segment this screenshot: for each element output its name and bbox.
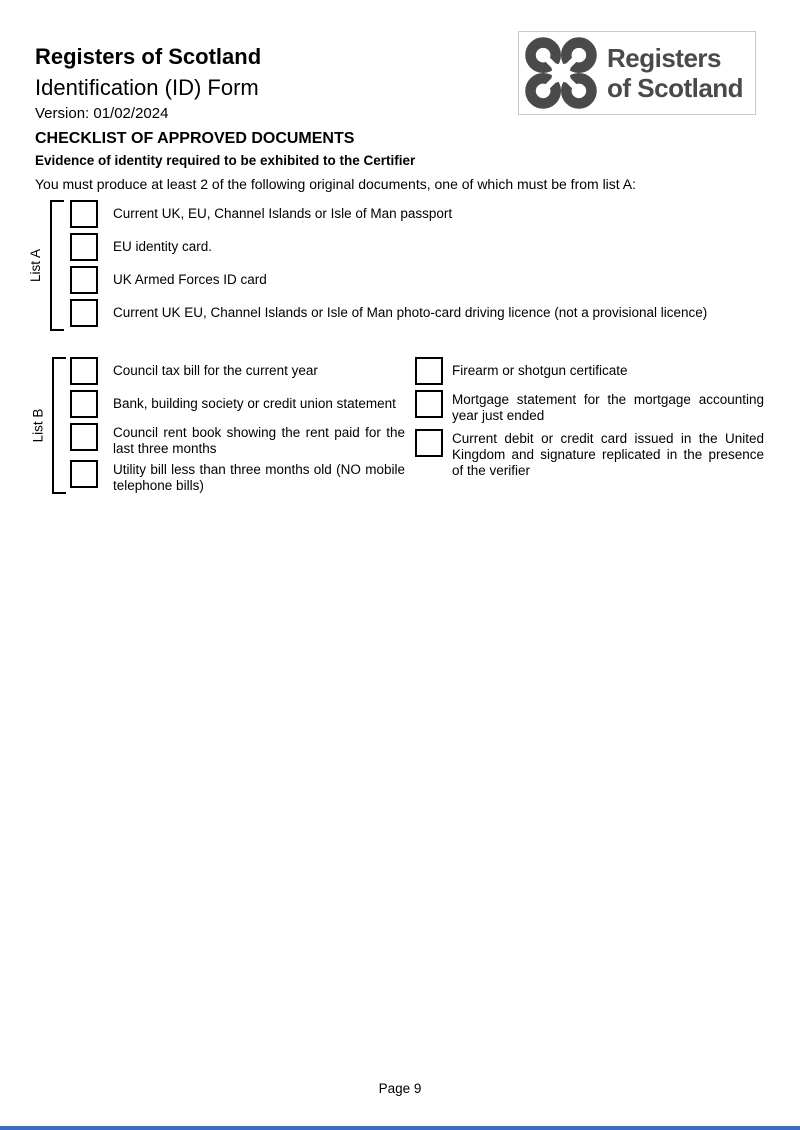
registers-of-scotland-logo xyxy=(518,31,756,115)
list-b-bracket xyxy=(52,357,66,494)
checklist-instruction: You must produce at least 2 of the following original documents, one of which must be from list A: xyxy=(35,176,637,192)
item-label: Utility bill less than three months old (NO mobile telephone bills) xyxy=(113,462,405,493)
list-b-checkbox-mortgage-statement[interactable] xyxy=(415,390,443,418)
checklist-subheading: Evidence of identity required to be exhibited to the Certifier xyxy=(35,153,416,168)
list-b-checkbox-firearm-certificate[interactable] xyxy=(415,357,443,385)
list-b-checkbox-utility-bill[interactable] xyxy=(70,460,98,488)
logo-line2: of Scotland xyxy=(607,73,744,103)
list-a-checkbox-eu-identity-card[interactable] xyxy=(70,233,98,261)
checklist-heading: CHECKLIST OF APPROVED DOCUMENTS xyxy=(35,130,355,147)
item-label: Council tax bill for the current year xyxy=(113,363,318,378)
list-b-row-council-rent-book xyxy=(70,423,405,457)
list-a-label: List A xyxy=(28,248,44,283)
list-a-row-armed-forces-id xyxy=(70,266,780,294)
logo-wordmark xyxy=(607,43,743,103)
list-b-checkbox-council-rent-book[interactable] xyxy=(70,423,98,451)
item-label: Current UK EU, Channel Islands or Isle of Man photo-card driving licence (not a provisional licence) xyxy=(113,305,708,320)
list-b-label: List B xyxy=(30,408,46,443)
list-a-row-passport xyxy=(70,200,780,228)
list-b-column-2 xyxy=(415,357,765,484)
list-a xyxy=(70,200,780,332)
list-b-row-mortgage-statement xyxy=(415,390,765,424)
logo-line1: Registers xyxy=(607,43,721,73)
item-label: Current UK, EU, Channel Islands or Isle of Man passport xyxy=(113,206,453,221)
page-title: Registers of Scotland xyxy=(35,44,262,69)
list-a-row-driving-licence xyxy=(70,299,780,327)
header xyxy=(35,44,261,123)
list-b-checkbox-council-tax[interactable] xyxy=(70,357,98,385)
list-a-row-eu-identity-card xyxy=(70,233,780,261)
item-label: EU identity card. xyxy=(113,239,213,254)
list-b-column-1 xyxy=(70,357,405,499)
footer-accent-bar xyxy=(0,1126,800,1130)
checklist-header xyxy=(35,129,775,193)
list-a-checkbox-driving-licence[interactable] xyxy=(70,299,98,327)
item-label: Mortgage statement for the mortgage accounting year just ended xyxy=(452,392,764,423)
list-b-checkbox-debit-credit-card[interactable] xyxy=(415,429,443,457)
item-label: Firearm or shotgun certificate xyxy=(452,363,628,378)
list-b-row-council-tax xyxy=(70,357,405,385)
item-label: Council rent book showing the rent paid for the last three months xyxy=(113,425,405,456)
list-b-row-utility-bill xyxy=(70,460,405,494)
list-a-bracket xyxy=(50,200,64,331)
list-a-checkbox-passport[interactable] xyxy=(70,200,98,228)
item-label: Bank, building society or credit union statement xyxy=(113,396,396,411)
form-name: Identification (ID) Form xyxy=(35,75,259,100)
list-b-row-bank-statement xyxy=(70,390,405,418)
item-label: Current debit or credit card issued in the United Kingdom and signature replicated in the presence of the verifier xyxy=(452,431,764,478)
item-label: UK Armed Forces ID card xyxy=(113,272,267,287)
list-b-checkbox-bank-statement[interactable] xyxy=(70,390,98,418)
version-label: Version: 01/02/2024 xyxy=(35,105,169,122)
list-b-row-debit-credit-card xyxy=(415,429,765,479)
list-b-row-firearm-certificate xyxy=(415,357,765,385)
list-a-checkbox-armed-forces-id[interactable] xyxy=(70,266,98,294)
page-number: Page 9 xyxy=(378,1081,422,1096)
registers-of-scotland-knot-icon xyxy=(522,35,600,111)
